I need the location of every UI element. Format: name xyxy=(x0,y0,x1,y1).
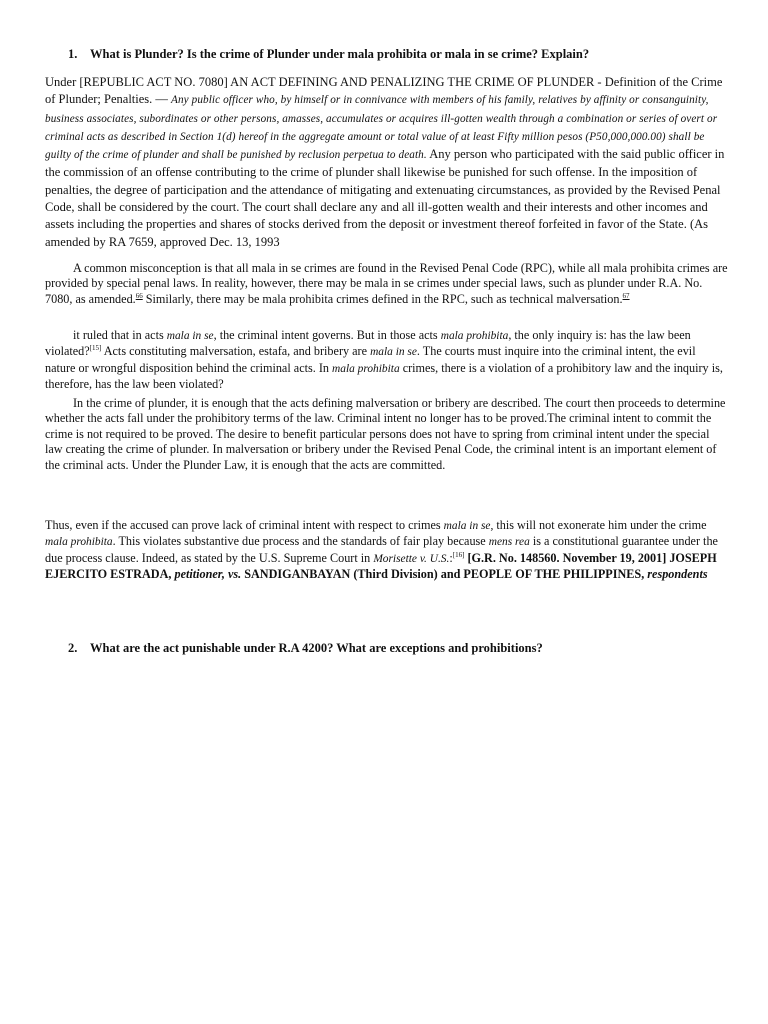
law-quote: Any public officer who, by himself or in connivance with members of his family, relatives by affinity or consanguinity, business associates, subordinates or other persons, amasses, accumulates or acquires ill-gotten wealth through a combination or series of overt or criminal acts as described in Section 1(d) hereof in the aggregate amount or total value of at least Fifty million pesos (P50,000,000.00) shall be guilty of the crime of plunder and shall be punished by reclusion perpetua to death. xyxy=(45,94,718,162)
text-run: Acts constituting malversation, estafa, and bribery are xyxy=(101,344,371,359)
text-run: . The courts must inquire into the criminal intent, the evil nature or wrongful disposition behind the criminal acts. In xyxy=(45,344,696,375)
mala-in-se-ruling-paragraph xyxy=(45,328,728,393)
misconception-paragraph xyxy=(45,261,728,307)
case-caption: [G.R. No. 148560. November 19, 2001] JOSEPH EJERCITO ESTRADA, xyxy=(45,550,717,582)
question-number: 1. xyxy=(68,47,78,61)
text-run: , the only inquiry is: has the law been violated? xyxy=(45,328,691,359)
question-text: What is Plunder? Is the crime of Plunder under mala prohibita or mala in se crime? Explain? xyxy=(90,47,590,61)
footnote-15: [15] xyxy=(89,344,102,353)
question-text: What are the act punishable under R.A 4200? What are exceptions and prohibitions? xyxy=(90,641,543,655)
italic-term: mala in se, xyxy=(443,520,494,532)
footnote-link-67[interactable]: 67 xyxy=(622,291,630,300)
italic-term: mala prohibita xyxy=(440,330,509,342)
text-run: this will not exonerate him under the crime xyxy=(493,518,707,532)
case-party-role: petitioner, vs. xyxy=(174,567,242,582)
paragraph-lead: Under [REPUBLIC ACT NO. 7080] AN ACT DEFINING AND PENALIZING THE CRIME OF PLUNDER - Definition of the Crime of Plunder; Penalties. — xyxy=(45,75,723,107)
question-number: 2. xyxy=(68,641,78,655)
text-run: : xyxy=(449,550,453,565)
italic-term: mala in se xyxy=(166,330,214,342)
text-run: In the crime of plunder, it is enough that the acts defining malversation or bribery are described. The court then proceeds to determine whether the acts fall under the prohibitory terms of the law. Criminal intent no longer has to be proved.The criminal intent to commit the crime is not required to be proved. The desire to benefit particular persons does not have to spring from criminal intent under the special law creating the crime of plunder. In malversation or bribery under the Revised Penal Code, the criminal intent is an important element of the criminal acts. Under the Plunder Law, it is enough that the acts are committed. xyxy=(45,396,726,472)
text-run: it ruled that in acts xyxy=(73,328,167,342)
question-2 xyxy=(68,640,543,656)
text-run: Thus, even if the accused can prove lack of criminal intent with respect to crimes xyxy=(45,518,444,532)
question-1 xyxy=(68,46,589,62)
case-citation: Morisette v. U.S. xyxy=(373,552,450,565)
due-process-paragraph xyxy=(45,518,728,583)
text-run: is a constitutional guarantee under the due process clause. Indeed, as stated by the U.S. Supreme Court in xyxy=(45,534,718,565)
text-run: , the criminal intent governs. But in those acts xyxy=(213,328,441,342)
italic-term: mala prohibita xyxy=(45,536,113,549)
footnote-16: [16] xyxy=(452,550,465,559)
plunder-law-definition-paragraph xyxy=(45,74,728,251)
italic-term: mala in se xyxy=(370,346,417,359)
plunder-intent-paragraph xyxy=(45,396,728,473)
text-run: A common misconception is that all mala in se crimes are found in the Revised Penal Code (RPC), while all mala prohibita crimes are provided by special penal laws. In reality, however, there may be mala in se crimes under special laws, such as plunder under R.A. No. 7080, as amended. xyxy=(45,261,728,306)
text-run: . This violates substantive due process and the standards of fair play because xyxy=(112,534,489,549)
case-caption: SANDIGANBAYAN (Third Division) and PEOPLE OF THE PHILIPPINES, xyxy=(241,567,648,582)
paragraph-rest: Any person who participated with the said public officer in the commission of an offense contributing to the crime of plunder shall likewise be punished for such offense. In the imposition of penalties, the degree of participation and the attendance of mitigating and extenuating circumstances, as provided by the Revised Penal Code, shall be considered by the court. The court shall declare any and all ill-gotten wealth and their interests and other incomes and assets including the properties and shares of stocks derived from the deposit or investment thereof forfeited in favor of the State. (As amended by RA 7659, approved Dec. 13, 1993 xyxy=(45,147,725,249)
italic-term: mala prohibita xyxy=(332,362,400,375)
italic-term: mens rea xyxy=(488,536,530,549)
text-run: Similarly, there may be mala prohibita crimes defined in the RPC, such as technical malversation. xyxy=(142,291,623,306)
footnote-link-66[interactable]: 66 xyxy=(135,291,143,300)
text-run: crimes, there is a violation of a prohibitory law and the inquiry is, therefore, has the law been violated? xyxy=(45,360,723,392)
case-party-role: respondents xyxy=(647,567,708,582)
